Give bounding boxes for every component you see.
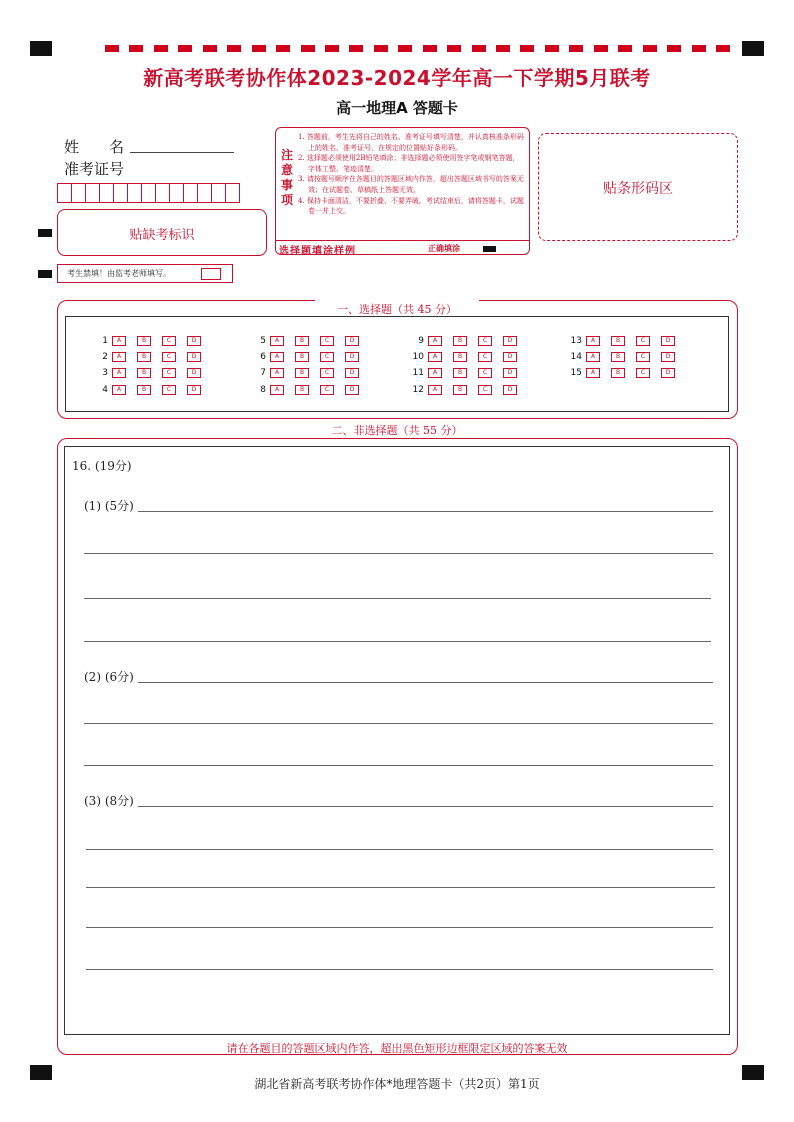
top-dash (203, 45, 217, 52)
name-label: 姓 名 (64, 138, 125, 156)
mc-option-bubble[interactable]: A (270, 385, 284, 395)
top-dash (325, 45, 339, 52)
answer-line[interactable] (84, 641, 711, 642)
name-field[interactable] (130, 152, 234, 153)
mc-question-number: 11 (412, 368, 424, 378)
mc-option-bubble[interactable]: D (661, 336, 675, 346)
answer-line[interactable] (86, 887, 715, 888)
mc-question-row (246, 385, 370, 395)
mc-option-bubble[interactable]: D (345, 352, 359, 362)
registration-mark-top-left (30, 41, 52, 56)
top-dash (252, 45, 266, 52)
mc-question-row (404, 336, 528, 346)
mc-question-number: 2 (102, 352, 108, 362)
mc-option-bubble[interactable]: A (112, 385, 126, 395)
mc-option-bubble[interactable]: B (137, 368, 151, 378)
q16-part2-label: (2) (6分) (84, 670, 134, 684)
answer-line[interactable] (84, 553, 713, 554)
answer-line[interactable] (84, 598, 711, 599)
top-dash (618, 45, 632, 52)
mc-option-bubble[interactable]: C (636, 352, 650, 362)
answer-line[interactable] (86, 849, 713, 850)
mc-option-bubble[interactable]: D (187, 368, 201, 378)
top-dash (374, 45, 388, 52)
exam-id-cell[interactable] (113, 183, 128, 203)
mc-option-bubble[interactable]: D (503, 336, 517, 346)
mc-option-bubble[interactable]: D (503, 352, 517, 362)
top-dash (349, 45, 363, 52)
nmc-section-title: 二、非选择题（共 55 分） (331, 424, 463, 437)
q16-answer-area[interactable] (64, 446, 730, 1035)
top-dash (643, 45, 657, 52)
mc-option-bubble[interactable]: C (636, 368, 650, 378)
mc-question-number: 4 (102, 385, 108, 395)
mc-question-row (404, 368, 528, 378)
top-dash (276, 45, 290, 52)
exam-id-cell[interactable] (211, 183, 226, 203)
top-dash (227, 45, 241, 52)
mc-option-bubble[interactable]: C (162, 352, 176, 362)
mc-option-bubble[interactable]: D (503, 385, 517, 395)
absent-sticker-area (57, 209, 267, 256)
exam-id-cell[interactable] (71, 183, 86, 203)
mc-option-bubble[interactable]: A (270, 368, 284, 378)
mc-question-number: 7 (260, 368, 266, 378)
mc-option-bubble[interactable]: A (112, 352, 126, 362)
answer-line[interactable] (138, 511, 713, 512)
mc-question-row (88, 336, 212, 346)
absent-note-box (57, 264, 233, 283)
mc-question-number: 10 (412, 352, 424, 362)
page-title: 新高考联考协作体2023-2024学年高一下学期5月联考 (143, 66, 651, 90)
mc-option-bubble[interactable]: A (270, 352, 284, 362)
mc-question-row (562, 352, 686, 362)
q16-label: 16. (19分) (72, 459, 132, 473)
top-dash (569, 45, 583, 52)
mc-option-bubble[interactable]: B (611, 336, 625, 346)
mc-option-bubble[interactable]: B (295, 336, 309, 346)
mc-option-bubble[interactable]: B (137, 336, 151, 346)
mc-question-row (88, 368, 212, 378)
answer-line[interactable] (84, 723, 713, 724)
mc-option-bubble[interactable]: A (586, 336, 600, 346)
correct-fill-label: 正确填涂 (428, 244, 460, 253)
top-dash (178, 45, 192, 52)
mc-option-bubble[interactable]: A (428, 385, 442, 395)
mc-option-bubble[interactable]: C (162, 385, 176, 395)
exam-id-cell[interactable] (155, 183, 170, 203)
mc-option-bubble[interactable]: B (453, 385, 467, 395)
timing-mark-2 (38, 270, 52, 278)
top-dash (154, 45, 168, 52)
mc-question-number: 13 (570, 336, 582, 346)
top-dash (105, 45, 119, 52)
top-dash (472, 45, 486, 52)
top-dash (692, 45, 706, 52)
page-subtitle: 高一地理A 答题卡 (336, 99, 458, 117)
mc-option-bubble[interactable]: D (187, 385, 201, 395)
mc-question-number: 12 (412, 385, 424, 395)
mc-option-bubble[interactable]: C (478, 385, 492, 395)
mc-question-row (562, 368, 686, 378)
absent-mark-box[interactable] (201, 268, 221, 280)
top-dash (716, 45, 730, 52)
answer-line[interactable] (86, 969, 713, 970)
mc-option-bubble[interactable]: A (586, 352, 600, 362)
exam-id-cell[interactable] (141, 183, 156, 203)
answer-line[interactable] (138, 682, 713, 683)
mc-option-bubble[interactable]: B (137, 352, 151, 362)
mc-option-bubble[interactable]: A (428, 352, 442, 362)
top-dash (301, 45, 315, 52)
top-dash (667, 45, 681, 52)
notice-items (298, 132, 526, 217)
exam-id-cell[interactable] (169, 183, 184, 203)
exam-id-cell[interactable] (85, 183, 100, 203)
correct-fill-sample (483, 246, 496, 252)
absent-note-text: 考生禁填！由监考老师填写。 (67, 269, 171, 278)
mc-option-bubble[interactable]: A (112, 368, 126, 378)
mc-option-bubble[interactable]: B (295, 352, 309, 362)
mc-option-bubble[interactable]: D (345, 385, 359, 395)
mc-question-number: 5 (260, 336, 266, 346)
mc-option-bubble[interactable]: B (137, 385, 151, 395)
mc-question-row (404, 385, 528, 395)
mc-option-bubble[interactable]: B (453, 368, 467, 378)
timing-mark-1 (38, 229, 52, 237)
mc-option-bubble[interactable]: C (478, 352, 492, 362)
mc-option-bubble[interactable]: B (295, 385, 309, 395)
mc-question-row (404, 352, 528, 362)
mc-question-row (246, 336, 370, 346)
mc-option-bubble[interactable]: D (345, 368, 359, 378)
exam-id-cell[interactable] (225, 183, 240, 203)
mc-option-bubble[interactable]: C (320, 352, 334, 362)
mc-question-row (562, 336, 686, 346)
mc-option-bubble[interactable]: D (187, 352, 201, 362)
answer-area-warning: 请在各题目的答题区域内作答，超出黑色矩形边框限定区域的答案无效 (226, 1042, 568, 1055)
mc-answer-grid (65, 316, 729, 412)
barcode-label: 贴条形码区 (603, 181, 673, 197)
mc-option-bubble[interactable]: D (187, 336, 201, 346)
top-dash (447, 45, 461, 52)
top-dash (520, 45, 534, 52)
exam-id-cell[interactable] (127, 183, 142, 203)
fill-sample-label: 选择题填涂样例 (279, 246, 356, 257)
mc-question-number: 1 (102, 336, 108, 346)
top-dash (423, 45, 437, 52)
barcode-area (538, 133, 738, 241)
top-dash (496, 45, 510, 52)
mc-question-number: 14 (570, 352, 582, 362)
mc-question-number: 8 (260, 385, 266, 395)
notice-item: 4. 保持卡面清洁，不要折叠、不要弄破。考试结束后，请将答题卡，试题卷一并上交。 (298, 196, 524, 216)
mc-option-bubble[interactable]: C (636, 336, 650, 346)
q16-part3-label: (3) (8分) (84, 794, 134, 808)
notice-item: 2. 选择题必须使用2B铅笔填涂；非选择题必须使用签字笔或钢笔答题，字体工整、笔迹清楚。 (298, 154, 520, 173)
mc-option-bubble[interactable]: B (611, 368, 625, 378)
top-dash (129, 45, 143, 52)
mc-option-bubble[interactable]: D (345, 336, 359, 346)
mc-option-bubble[interactable]: A (428, 368, 442, 378)
mc-option-bubble[interactable]: C (478, 368, 492, 378)
mc-option-bubble[interactable]: A (586, 368, 600, 378)
mc-option-bubble[interactable]: A (270, 336, 284, 346)
exam-id-cell[interactable] (57, 183, 72, 203)
mc-option-bubble[interactable]: C (320, 336, 334, 346)
mc-question-row (88, 352, 212, 362)
mc-option-bubble[interactable]: C (478, 336, 492, 346)
mc-option-bubble[interactable]: B (611, 352, 625, 362)
mc-option-bubble[interactable]: C (162, 336, 176, 346)
exam-id-label: 准考证号 (64, 160, 125, 178)
mc-question-number: 9 (418, 336, 424, 346)
mc-section-title: 一、选择题（共 45 分） (337, 303, 457, 316)
mc-option-bubble[interactable]: B (295, 368, 309, 378)
notice-item: 1. 答题前，考生先将自己的姓名、准考证号填写清楚，并认真核准条形码上的姓名、准考证号，在规定的位置贴好条形码。 (298, 133, 524, 152)
exam-id-cell[interactable] (99, 183, 114, 203)
mc-question-row (88, 385, 212, 395)
mc-question-number: 6 (260, 352, 266, 362)
mc-option-bubble[interactable]: A (428, 336, 442, 346)
fill-sample-row (276, 240, 529, 256)
mc-question-row (246, 352, 370, 362)
mc-question-row (246, 368, 370, 378)
mc-option-bubble[interactable]: C (162, 368, 176, 378)
mc-option-bubble[interactable]: B (453, 352, 467, 362)
mc-option-bubble[interactable]: A (112, 336, 126, 346)
mc-option-bubble[interactable]: D (503, 368, 517, 378)
top-dash (398, 45, 412, 52)
mc-option-bubble[interactable]: D (661, 352, 675, 362)
notice-box (275, 127, 530, 255)
mc-option-bubble[interactable]: C (320, 368, 334, 378)
answer-line[interactable] (86, 927, 713, 928)
mc-option-bubble[interactable]: B (453, 336, 467, 346)
exam-id-cell[interactable] (197, 183, 212, 203)
page-footer: 湖北省新高考联考协作体*地理答题卡（共2页）第1页 (254, 1077, 540, 1091)
top-dash (545, 45, 559, 52)
notice-item: 3. 请按题号顺序在各题目的答题区域内作答，超出答题区域书写的答案无效；在试题卷、草稿纸上答题无效。 (298, 175, 524, 194)
mc-option-bubble[interactable]: C (320, 385, 334, 395)
absent-sticker-label: 贴缺考标识 (129, 228, 195, 243)
exam-id-cell[interactable] (183, 183, 198, 203)
top-dash-strip (105, 45, 730, 52)
notice-side-label: 注意事项 (280, 148, 293, 207)
mc-question-number: 15 (570, 368, 582, 378)
mc-option-bubble[interactable]: D (661, 368, 675, 378)
registration-mark-top-right (742, 41, 764, 56)
answer-line[interactable] (138, 806, 713, 807)
answer-line[interactable] (84, 765, 713, 766)
top-dash (594, 45, 608, 52)
q16-part1-label: (1) (5分) (84, 499, 134, 513)
mc-question-number: 3 (102, 368, 108, 378)
exam-id-cells[interactable] (57, 183, 239, 203)
